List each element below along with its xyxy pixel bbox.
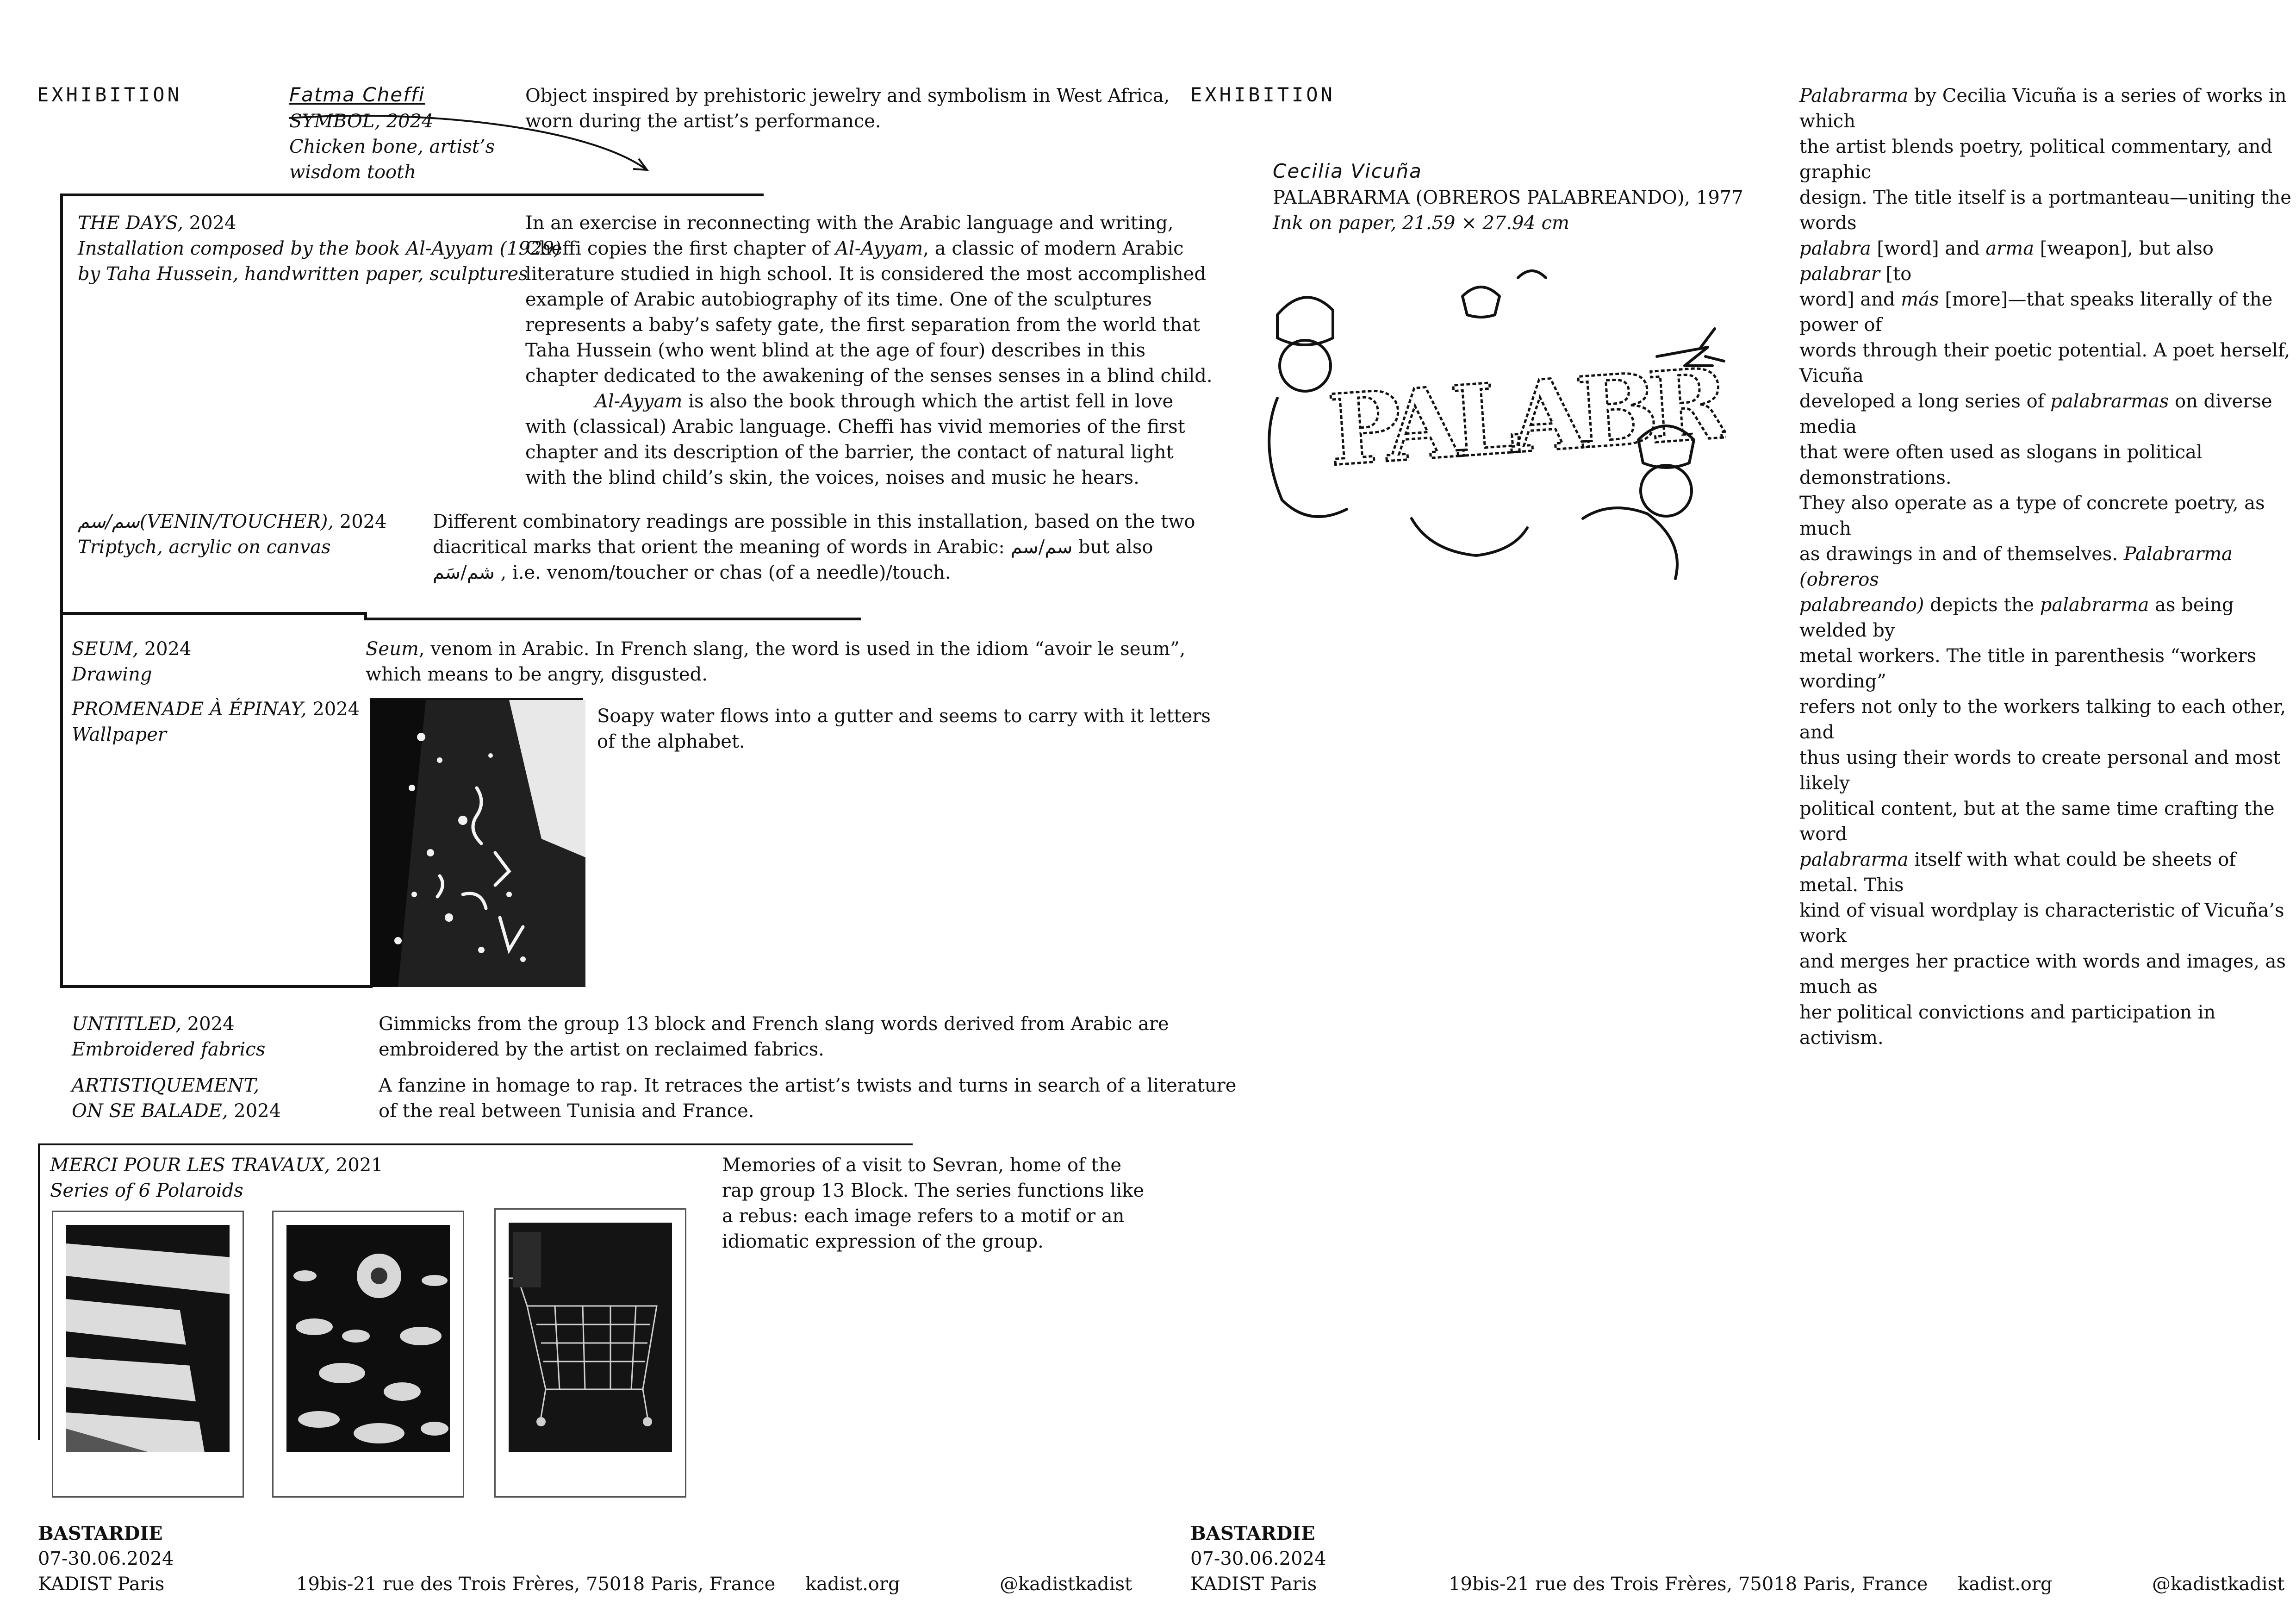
footer-venue: KADIST Paris: [1190, 1574, 1317, 1595]
untitled-title-text: UNTITLED,: [72, 1013, 181, 1035]
seum-title-text: SEUM,: [72, 638, 138, 660]
palabrarma-drawing-svg: [1259, 259, 1726, 583]
days-line: with (classical) Arabic language. Cheffi has vivid memories of the first: [525, 416, 1185, 437]
venin-desc-2: diacritical marks that orient the meaning of words in Arabic: سم/سم but also: [433, 537, 1153, 558]
promenade-title-text: PROMENADE À ÉPINAY,: [72, 699, 307, 720]
description-run: palabrar: [1799, 263, 1880, 285]
description-line: [1799, 1000, 2296, 1051]
footer-handle[interactable]: @kadistkadist: [2152, 1574, 2285, 1595]
promenade-desc-2: of the alphabet.: [597, 731, 745, 752]
description-run: design. The title itself is a portmanteau—uniting the words: [1799, 187, 2291, 234]
description-line: [1799, 287, 2296, 338]
polaroid-stairs-image: [66, 1225, 230, 1452]
promenade-desc-1: Soapy water flows into a gutter and seems to carry with it letters: [597, 706, 1211, 727]
wallpaper-photo: [370, 700, 585, 987]
symbol-medium-2: wisdom tooth: [289, 162, 416, 183]
promenade-medium: Wallpaper: [72, 724, 167, 745]
symbol-title: SYMBOL, 2024: [289, 111, 434, 132]
work-title: [1273, 185, 1743, 211]
artistiquement-title-2: [72, 1099, 281, 1124]
polaroid-cart-image: [509, 1223, 672, 1452]
palabrarma-drawing-text: PALABRARMA: [1324, 325, 1726, 488]
symbol-medium-1: Chicken bone, artist’s: [289, 136, 495, 157]
merci-medium: Series of 6 Polaroids: [50, 1180, 243, 1201]
divider-line: [38, 1143, 913, 1145]
polaroid-flower-image: [286, 1225, 450, 1452]
exhibition-header: EXHIBITION: [1190, 83, 1335, 106]
description-line: [1799, 847, 2296, 898]
untitled-desc-1: Gimmicks from the group 13 block and French slang words derived from Arabic are: [379, 1013, 1169, 1035]
polaroid-3: [494, 1208, 686, 1498]
days-medium-2: by Taha Hussein, handwritten paper, sculptures: [78, 263, 528, 285]
wallpaper-image: [370, 700, 585, 987]
artistiquement-year: 2024: [234, 1100, 281, 1122]
description-line: [1799, 643, 2296, 694]
description-run: más: [1901, 289, 1939, 310]
untitled-title: [72, 1012, 235, 1037]
days-line: [525, 389, 1213, 414]
days-line: represents a baby’s safety gate, the first separation from the world that: [525, 314, 1201, 336]
description-line: [1799, 898, 2296, 949]
description-run: political content, but at the same time crafting the word: [1799, 798, 2275, 845]
polaroid-1: [52, 1211, 244, 1498]
description-run: that were often used as slogans in political demonstrations.: [1799, 442, 2203, 488]
description-line: [1799, 83, 2296, 134]
description-run: word] and: [1799, 289, 1901, 310]
description-run: [more]—that speaks literally of the power of: [1799, 289, 2273, 336]
description-run: refers not only to the workers talking to each other, and: [1799, 696, 2286, 743]
description-line: [1799, 440, 2296, 491]
merci-year: 2021: [336, 1155, 383, 1176]
days-title: [78, 211, 236, 236]
promenade-title: [72, 697, 360, 722]
description-run: the artist blends poetry, political commentary, and graphic: [1799, 136, 2272, 183]
description-line: [1799, 236, 2296, 287]
footer-address: 19bis-21 rue des Trois Frères, 75018 Paris, France: [1449, 1574, 1928, 1595]
merci-desc-4: idiomatic expression of the group.: [722, 1231, 1044, 1252]
seum-medium: Drawing: [72, 664, 152, 685]
days-line: chapter dedicated to the awakening of the senses senses in a blind child.: [525, 365, 1213, 387]
description-run: palabra: [1799, 238, 1871, 259]
divider-line: [366, 618, 861, 620]
seum-title: [72, 637, 192, 662]
description-run: They also operate as a type of concrete poetry, as much: [1799, 493, 2265, 539]
description-run: arma: [1985, 238, 2035, 259]
footer-venue: KADIST Paris: [38, 1574, 165, 1595]
description-run: palabrarma: [2040, 594, 2149, 616]
days-line: [525, 236, 1213, 262]
frame-line: [364, 612, 367, 620]
frame-line: [60, 194, 63, 985]
artistiquement-desc-2: of the real between Tunisia and France.: [379, 1100, 754, 1122]
days-line-part: Cheffi copies the first chapter of: [525, 238, 835, 259]
description-run: her political convictions and participation in activism.: [1799, 1002, 2216, 1049]
description-line: [1799, 185, 2296, 236]
footer-site[interactable]: kadist.org: [1958, 1574, 2053, 1595]
days-line: literature studied in high school. It is considered the most accomplished: [525, 263, 1206, 285]
venin-desc-3: شم/سَم , i.e. venom/toucher or chas (of a needle)/touch.: [433, 562, 951, 583]
days-line: with the blind child’s skin, the voices, noises and music he hears.: [525, 467, 1139, 488]
description-line: [1799, 593, 2296, 643]
footer-show: BASTARDIE: [38, 1523, 163, 1544]
footer-handle[interactable]: @kadistkadist: [1000, 1574, 1132, 1595]
description-run: as drawings in and of themselves.: [1799, 543, 2124, 565]
description-line: [1799, 796, 2296, 847]
days-medium-1: Installation composed by the book Al-Ayyam (1929): [78, 238, 561, 259]
untitled-desc-2: embroidered by the artist on reclaimed fabrics.: [379, 1039, 824, 1060]
venin-title: [78, 509, 387, 535]
work-title-text: PALABRARMA (OBREROS PALABREANDO),: [1273, 187, 1691, 208]
venin-year: 2024: [339, 511, 387, 532]
divider-line: [60, 612, 366, 615]
merci-title: [50, 1153, 383, 1178]
description-line: [1799, 338, 2296, 389]
description-run: palabrarma: [1799, 849, 1909, 870]
description-run: and merges her practice with words and images, as much as: [1799, 951, 2286, 998]
polaroid-2: [272, 1211, 464, 1498]
divider-line: [60, 985, 373, 988]
footer-dates: 07-30.06.2024: [38, 1548, 174, 1569]
footer-dates: 07-30.06.2024: [1190, 1548, 1326, 1569]
description-run: developed a long series of: [1799, 391, 2051, 412]
description-run: words through their poetic potential. A poet herself, Vicuña: [1799, 340, 2290, 387]
days-line-part: Al-Ayyam: [835, 238, 923, 259]
seum-desc-1: [366, 637, 1185, 662]
description-line: [1799, 389, 2296, 440]
work-medium: Ink on paper, 21.59 × 27.94 cm: [1273, 212, 1569, 234]
description-line: [1799, 694, 2296, 745]
merci-desc-3: a rebus: each image refers to a motif or an: [722, 1206, 1125, 1227]
vicuna-description: [1799, 83, 2296, 1051]
days-desc: [525, 211, 1213, 491]
venin-medium: Triptych, acrylic on canvas: [78, 537, 331, 558]
days-line: example of Arabic autobiography of its time. One of the sculptures: [525, 289, 1152, 310]
description-run: [to: [1879, 263, 1912, 285]
description-line: [1799, 949, 2296, 1000]
seum-desc-part: , venom in Arabic. In French slang, the word is used in the idiom “avoir le seum”,: [418, 638, 1186, 660]
footer-address: 19bis-21 rue des Trois Frères, 75018 Paris, France: [296, 1574, 776, 1595]
seum-year: 2024: [144, 638, 192, 660]
description-line: [1799, 491, 2296, 542]
days-line: Taha Hussein (who went blind at the age of four) describes in this: [525, 340, 1145, 361]
description-run: [weapon], but also: [2034, 238, 2214, 259]
description-run: palabrarmas: [2050, 391, 2169, 412]
palabrarma-drawing: [1259, 259, 1726, 583]
description-run: Palabrarma: [1799, 85, 1909, 106]
description-run: itself with what could be sheets of metal. This: [1799, 849, 2236, 896]
days-line-part: is also the book through which the artist fell in love: [682, 391, 1174, 412]
work-year: 1977: [1696, 187, 1743, 208]
untitled-medium: Embroidered fabrics: [72, 1039, 266, 1060]
description-run: [word] and: [1871, 238, 1986, 259]
description-run: palabreando): [1799, 594, 1924, 616]
venin-desc-1: Different combinatory readings are possible in this installation, based on the two: [433, 511, 1195, 532]
seum-desc-part: Seum: [366, 638, 419, 660]
description-run: as being welded by: [1799, 594, 2234, 641]
days-line-part: , a classic of modern Arabic: [923, 238, 1184, 259]
footer-show: BASTARDIE: [1190, 1523, 1315, 1544]
merci-desc-1: Memories of a visit to Sevran, home of the: [722, 1155, 1122, 1176]
untitled-year: 2024: [187, 1013, 235, 1035]
description-line: [1799, 745, 2296, 796]
description-run: Palabrarma (obreros: [1799, 543, 2233, 590]
artist-name: Fatma Cheffi: [289, 83, 425, 106]
curved-arrow: [287, 100, 657, 183]
artistiquement-desc-1: A fanzine in homage to rap. It retraces the artist’s twists and turns in search of a literature: [379, 1075, 1237, 1096]
days-line: chapter and its description of the barrier, the contact of natural light: [525, 442, 1174, 463]
seum-desc-2: which means to be angry, disgusted.: [366, 664, 708, 685]
divider-line: [60, 194, 764, 196]
description-run: metal workers. The title in parenthesis “workers wording”: [1799, 645, 2257, 692]
days-line-part: Al-Ayyam: [595, 391, 683, 412]
description-run: on diverse media: [1799, 391, 2272, 437]
days-title-text: THE DAYS,: [78, 212, 183, 234]
artistiquement-title-1: ARTISTIQUEMENT,: [72, 1075, 260, 1096]
footer-site[interactable]: kadist.org: [805, 1574, 900, 1595]
symbol-desc-1: Object inspired by prehistoric jewelry and symbolism in West Africa,: [525, 85, 1170, 106]
artistiquement-title-text: ON SE BALADE,: [72, 1100, 228, 1122]
description-line: [1799, 542, 2296, 593]
description-run: kind of visual wordplay is characteristic of Vicuña’s work: [1799, 900, 2284, 947]
merci-desc-2: rap group 13 Block. The series functions like: [722, 1180, 1145, 1201]
frame-line: [38, 1143, 40, 1440]
description-run: thus using their words to create personal and most likely: [1799, 747, 2281, 794]
description-run: depicts the: [1924, 594, 2040, 616]
description-run: by Cecilia Vicuña is a series of works in which: [1799, 85, 2287, 132]
venin-title-text: سم/سم(VENIN/TOUCHER),: [78, 511, 334, 532]
description-line: [1799, 134, 2296, 185]
promenade-year: 2024: [312, 699, 360, 720]
days-year: 2024: [189, 212, 236, 234]
artist-name: Cecilia Vicuña: [1273, 160, 1422, 182]
exhibition-header: EXHIBITION: [37, 83, 182, 106]
symbol-desc-2: worn during the artist’s performance.: [525, 111, 881, 132]
merci-title-text: MERCI POUR LES TRAVAUX,: [50, 1155, 330, 1176]
days-line: In an exercise in reconnecting with the Arabic language and writing,: [525, 212, 1174, 234]
